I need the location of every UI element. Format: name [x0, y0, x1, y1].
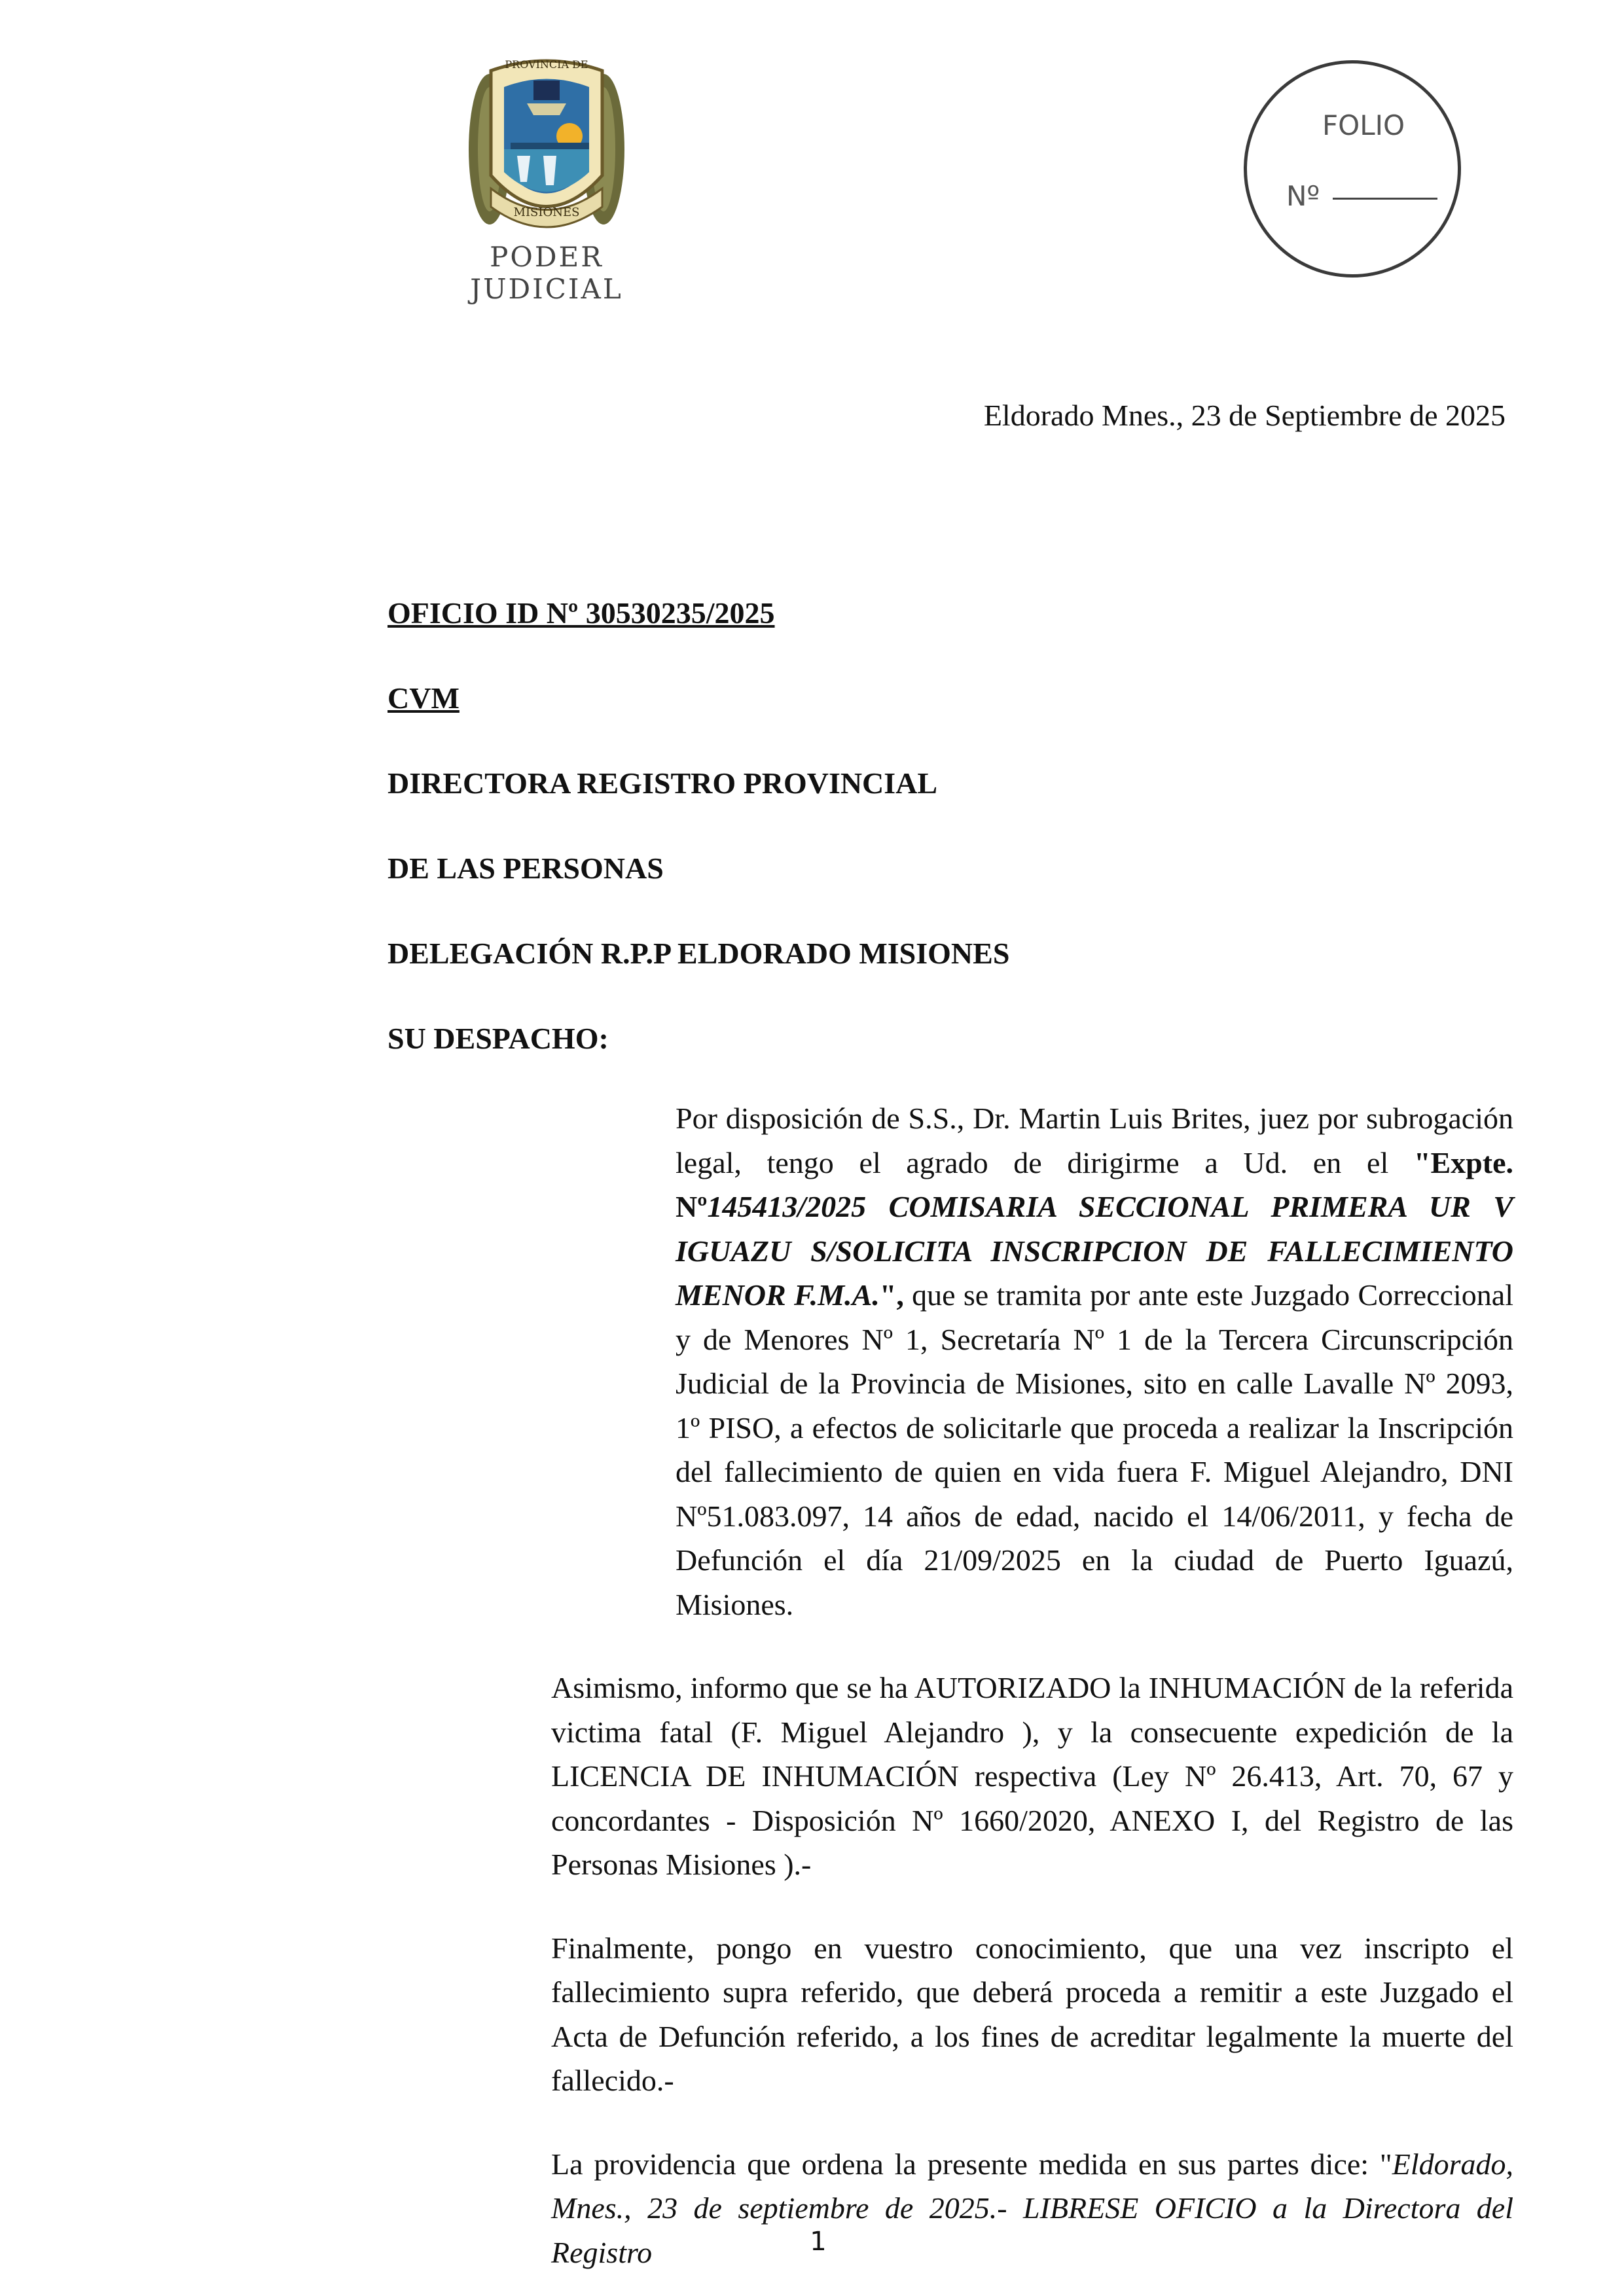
addressee-line-1: DIRECTORA REGISTRO PROVINCIAL — [388, 766, 938, 800]
oficio-id: OFICIO ID Nº 30530235/2025 — [388, 596, 775, 630]
addressee-line-2: DE LAS PERSONAS — [388, 852, 664, 885]
paragraph-4: La providencia que ordena la presente medida en sus partes dice: "Eldorado, Mnes., 23 de septiembre de 2025.- LIBRESE OFICIO a la Directora del Registro — [551, 2147, 1513, 2269]
folio-number-field — [1286, 180, 1437, 212]
paragraph-2: Asimismo, informo que se ha AUTORIZADO la INHUMACIÓN de la referida victima fatal (F. Miguel Alejandro ), y la consecuente expedición de la LICENCIA DE INHUMACIÓN respectiva (Ley Nº 26.413, Art. 70, 67 y concordantes - Disposición Nº 1660/2020, ANEXO I, del Registro de las Personas Misiones ).- — [551, 1671, 1513, 1881]
expediente-reference: "Expte. Nº145413/2025 COMISARIA SECCIONAL PRIMERA UR V IGUAZU S/SOLICITA INSCRIPCION DE FALLECIMIENTO MENOR F.M.A.", — [676, 1145, 1513, 1312]
folio-stamp — [1244, 60, 1461, 278]
svg-text:MISIONES: MISIONES — [513, 206, 580, 219]
addressee-line-4: SU DESPACHO: — [388, 1022, 609, 1055]
seal-caption: PODER JUDICIAL — [470, 241, 623, 305]
svg-text:PROVINCIA DE: PROVINCIA DE — [505, 58, 588, 71]
folio-label: FOLIO — [1322, 109, 1405, 141]
folio-number-label: Nº — [1286, 180, 1320, 212]
date-line: Eldorado Mnes., 23 de Septiembre de 2025 — [983, 399, 1506, 432]
paragraph-3: Finalmente, pongo en vuestro conocimiento, que una vez inscripto el fallecimiento supra referido, que deberá proceda a remitir a este Juzgado el Acta de Defunción referido, a los fines de acreditar legalmente la muerte del fallecido.- — [551, 1931, 1513, 2097]
letter-body — [388, 1096, 1513, 2274]
folio-blank-line — [1333, 196, 1437, 200]
poder-judicial-seal — [419, 51, 674, 305]
paragraph-1: Por disposición de S.S., Dr. Martin Luis Brites, juez por subrogación legal, tengo el agrado de dirigirme a Ud. en el "Expte. Nº145413/2025 COMISARIA SECCIONAL PRIMERA UR V IGUAZU S/SOLICITA INSCRIPCION DE FALLECIMIENTO MENOR F.M.A.", que se tramita por ante este Juzgado Correccional y de Menores Nº 1, Secretaría Nº 1 de la Tercera Circunscripción Judicial de la Provincia de Misiones, sito en calle Lavalle Nº 2093, 1º PISO, a efectos de solicitarle que proceda a realizar la Inscripción del fallecimiento de quien en vida fuera F. Miguel Alejandro, DNI Nº51.083.097, 14 años de edad, nacido el 14/06/2011, y fecha de Defunción el día 21/09/2025 en la ciudad de Puerto Iguazú, Misiones. — [676, 1102, 1513, 1621]
providencia-quote: Eldorado, Mnes., 23 de septiembre de 2025.- LIBRESE OFICIO a la Directora del Registro — [551, 2147, 1513, 2269]
seal-emblem-icon — [465, 51, 628, 241]
page-number: 1 — [810, 2227, 827, 2257]
initials: CVM — [388, 681, 460, 715]
addressee-line-3: DELEGACIÓN R.P.P ELDORADO MISIONES — [388, 937, 1010, 970]
